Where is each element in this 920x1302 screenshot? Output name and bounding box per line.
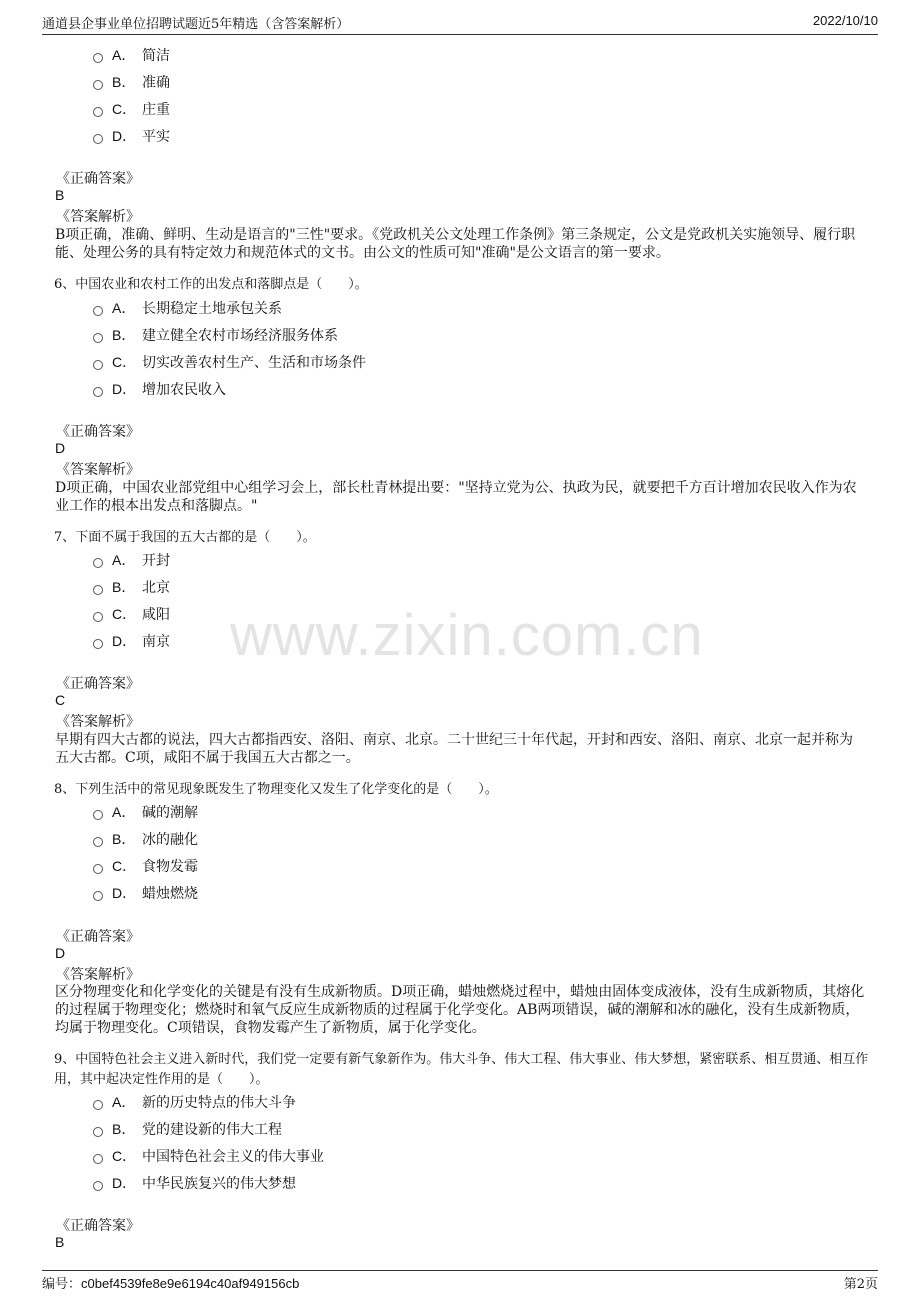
correct-answer-label: 《正确答案》 (56, 1218, 140, 1234)
radio-icon[interactable] (93, 107, 103, 117)
answer-q9: B (55, 1234, 65, 1250)
option-q7-c[interactable]: C． 咸阳 (93, 604, 170, 624)
option-q9-c[interactable]: C． 中国特色社会主义的伟大事业 (93, 1146, 324, 1166)
radio-icon[interactable] (93, 639, 103, 649)
option-q7-d[interactable]: D． 南京 (93, 631, 170, 651)
analysis-label: 《答案解析》 (56, 462, 140, 478)
option-q7-b[interactable]: B． 北京 (93, 577, 170, 597)
correct-answer-label: 《正确答案》 (56, 171, 140, 187)
option-q6-a[interactable]: A． 长期稳定土地承包关系 (93, 298, 282, 318)
radio-icon[interactable] (93, 1181, 103, 1191)
analysis-q7: 早期有四大古都的说法，四大古都指西安、洛阳、南京、北京。二十世纪三十年代起，开封和西安、洛阳、南京、北京一起并称为五大古都。C项，咸阳不属于我国五大古都之一。 (55, 732, 853, 766)
option-q5-d[interactable]: D． 平实 (93, 126, 170, 146)
question-6: 6、中国农业和农村工作的出发点和落脚点是（ ）。 (54, 277, 368, 292)
option-q8-c[interactable]: C． 食物发霉 (93, 856, 198, 876)
answer-q6: D (55, 440, 66, 456)
radio-icon[interactable] (93, 1154, 103, 1164)
option-q9-b[interactable]: B． 党的建设新的伟大工程 (93, 1119, 282, 1139)
document-id-label: 编号： (42, 1277, 82, 1292)
radio-icon[interactable] (93, 864, 103, 874)
option-q9-a[interactable]: A． 新的历史特点的伟大斗争 (93, 1092, 296, 1112)
correct-answer-label: 《正确答案》 (56, 676, 140, 692)
option-q6-d[interactable]: D． 增加农民收入 (93, 379, 226, 399)
document-id-code: c0bef4539fe8e9e6194c40af949156cb (81, 1276, 300, 1291)
radio-icon[interactable] (93, 53, 103, 63)
radio-icon[interactable] (93, 612, 103, 622)
document-id (42, 1273, 299, 1292)
radio-icon[interactable] (93, 387, 103, 397)
radio-icon[interactable] (93, 585, 103, 595)
analysis-q5: B项正确，准确、鲜明、生动是语言的"三性"要求。《党政机关公文处理工作条例》第三条规定，公文是党政机关实施领导、履行职能、处理公务的具有特定效力和规范体式的文书。由公文的性质可知"准确"是公文语言的第一要求。 (55, 227, 856, 261)
option-q8-a[interactable]: A． 碱的潮解 (93, 802, 198, 822)
answer-q5: B (55, 187, 65, 203)
analysis-label: 《答案解析》 (56, 714, 140, 730)
radio-icon[interactable] (93, 360, 103, 370)
correct-answer-label: 《正确答案》 (56, 929, 140, 945)
option-q7-a[interactable]: A． 开封 (93, 550, 170, 570)
analysis-label: 《答案解析》 (56, 209, 140, 225)
question-7: 7、下面不属于我国的五大古都的是（ ）。 (54, 530, 316, 545)
watermark: www.zixin.com.cn (230, 603, 704, 668)
option-q5-a[interactable]: A． 简洁 (93, 45, 170, 65)
radio-icon[interactable] (93, 80, 103, 90)
question-9: 9、中国特色社会主义进入新时代，我们党一定要有新气象新作为。伟大斗争、伟大工程、伟大事业、伟大梦想，紧密联系、相互贯通、相互作用，其中起决定性作用的是（ ）。 (54, 1052, 869, 1087)
answer-q7: C (55, 692, 66, 708)
option-q6-b[interactable]: B． 建立健全农村市场经济服务体系 (93, 325, 338, 345)
header-divider (42, 34, 878, 35)
document-date: 2022/10/10 (812, 13, 878, 28)
page-number: 第2页 (843, 1277, 878, 1292)
footer-divider (42, 1270, 878, 1271)
page-header (0, 0, 920, 40)
radio-icon[interactable] (93, 891, 103, 901)
question-8: 8、下列生活中的常见现象既发生了物理变化又发生了化学变化的是（ ）。 (54, 782, 498, 797)
radio-icon[interactable] (93, 558, 103, 568)
radio-icon[interactable] (93, 134, 103, 144)
option-q5-b[interactable]: B． 准确 (93, 72, 170, 92)
radio-icon[interactable] (93, 810, 103, 820)
option-q8-d[interactable]: D． 蜡烛燃烧 (93, 883, 198, 903)
answer-q8: D (55, 945, 66, 961)
analysis-q8: 区分物理变化和化学变化的关键是有没有生成新物质。D项正确，蜡烛燃烧过程中，蜡烛由固体变成液体，没有生成新物质，其熔化的过程属于物理变化；燃烧时和氧气反应生成新物质的过程属于化学变化。AB两项错误，碱的潮解和冰的融化，没有生成新物质，均属于物理变化。C项错误，食物发霉产生了新物质，属于化学变化。 (55, 984, 865, 1036)
document-title: 通道县企事业单位招聘试题近5年精选（含答案解析） (42, 17, 350, 32)
radio-icon[interactable] (93, 333, 103, 343)
correct-answer-label: 《正确答案》 (56, 424, 140, 440)
radio-icon[interactable] (93, 1100, 103, 1110)
option-q5-c[interactable]: C． 庄重 (93, 99, 170, 119)
radio-icon[interactable] (93, 1127, 103, 1137)
option-q6-c[interactable]: C． 切实改善农村生产、生活和市场条件 (93, 352, 366, 372)
analysis-q6: D项正确，中国农业部党组中心组学习会上，部长杜青林提出要："坚持立党为公、执政为民，就要把千方百计增加农民收入作为农业工作的根本出发点和落脚点。" (55, 480, 857, 514)
radio-icon[interactable] (93, 306, 103, 316)
radio-icon[interactable] (93, 837, 103, 847)
analysis-label: 《答案解析》 (56, 967, 140, 983)
option-q8-b[interactable]: B． 冰的融化 (93, 829, 198, 849)
option-q9-d[interactable]: D． 中华民族复兴的伟大梦想 (93, 1173, 296, 1193)
